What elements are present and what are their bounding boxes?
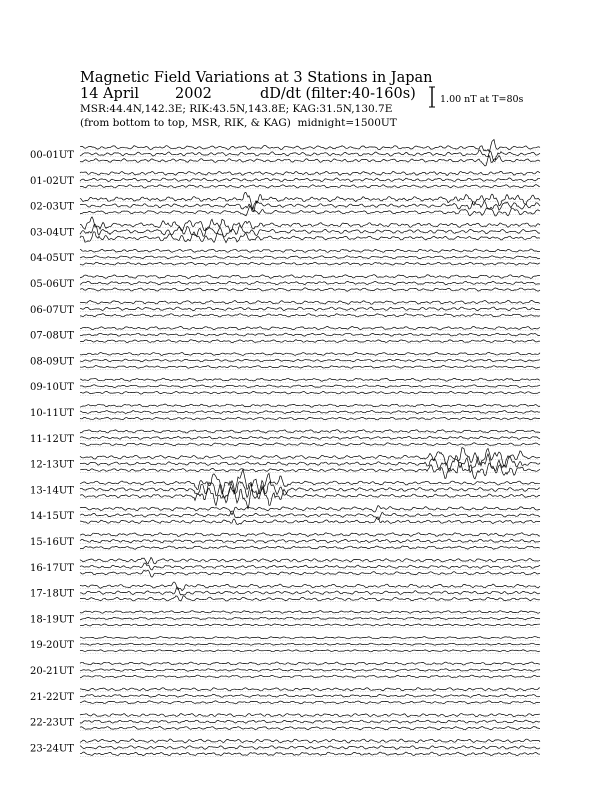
trace-msr [80, 262, 540, 265]
hour-label: 15-16UT [30, 537, 74, 548]
trace-msr [80, 156, 540, 167]
trace-kag [80, 611, 540, 614]
trace-msr [80, 443, 540, 446]
trace-msr [80, 366, 540, 369]
trace-msr [80, 701, 540, 704]
trace-kag [80, 327, 540, 330]
trace-msr [80, 185, 540, 189]
component-label: dD/dt (filter:40-160s) [260, 86, 416, 102]
trace-msr [80, 650, 540, 652]
trace-rik [80, 436, 540, 439]
hour-label: 01-02UT [30, 175, 74, 187]
trace-rik [80, 411, 540, 414]
trace-rik [80, 563, 540, 570]
trace-rik [80, 643, 540, 645]
hour-label: 06-07UT [30, 304, 74, 316]
trace-kag [80, 448, 540, 467]
trace-msr [80, 596, 540, 601]
trace-msr [80, 288, 540, 292]
trace-kag [80, 300, 540, 304]
hour-label: 23-24UT [30, 743, 74, 755]
trace-msr [80, 486, 540, 509]
trace-rik [80, 694, 540, 697]
hour-label: 03-04UT [30, 227, 74, 239]
trace-kag [80, 404, 540, 407]
hour-label: 00-01UT [30, 150, 74, 161]
date-label: 14 April [80, 86, 140, 102]
trace-rik [80, 746, 540, 750]
trace-msr [80, 570, 540, 577]
hour-label: 02-03UT [30, 201, 74, 213]
year-label: 2002 [175, 86, 212, 102]
hour-label: 19-20UT [30, 640, 74, 652]
hour-label: 07-08UT [30, 330, 74, 342]
trace-kag [80, 469, 540, 494]
hour-label: 08-09UT [30, 356, 74, 368]
trace-rik [80, 617, 540, 619]
trace-rik [80, 539, 540, 543]
trace-msr [80, 417, 540, 420]
scale-label: 1.00 nT at T=80s [440, 94, 524, 105]
trace-kag [80, 582, 540, 591]
hour-label: 13-14UT [30, 485, 74, 497]
trace-rik [80, 511, 540, 520]
hour-label: 14-15UT [30, 511, 74, 523]
trace-msr [80, 675, 540, 678]
trace-kag [80, 557, 540, 564]
trace-rik [80, 333, 540, 336]
trace-kag [80, 140, 540, 152]
trace-rik [80, 281, 540, 284]
trace-rik [80, 359, 540, 362]
trace-kag [80, 352, 540, 355]
trace-kag [80, 533, 540, 537]
trace-kag [80, 249, 540, 252]
hour-label: 18-19UT [30, 614, 74, 626]
trace-msr [80, 546, 540, 549]
trace-rik [80, 256, 540, 259]
trace-msr [80, 624, 540, 626]
hour-label: 21-22UT [30, 691, 74, 703]
hour-label: 09-10UT [30, 382, 74, 394]
hour-label: 22-23UT [30, 717, 74, 729]
trace-msr [80, 340, 540, 343]
trace-rik [80, 307, 540, 311]
trace-kag [80, 637, 540, 639]
hour-label: 05-06UT [30, 279, 74, 290]
trace-rik [80, 224, 540, 237]
hour-label: 10-11UT [30, 408, 74, 419]
trace-msr [80, 727, 540, 730]
trace-rik [80, 587, 540, 595]
trace-rik [80, 669, 540, 672]
stations-label: MSR:44.4N,142.3E; RIK:43.5N,143.8E; KAG:31.5N,130.7E [80, 103, 393, 115]
trace-rik [80, 720, 540, 723]
trace-msr [80, 314, 540, 317]
trace-kag [80, 506, 540, 515]
trace-kag [80, 378, 540, 381]
hour-label: 04-05UT [30, 253, 74, 265]
hour-label: 11-12UT [30, 433, 74, 445]
hour-label: 16-17UT [30, 562, 74, 574]
trace-kag [80, 171, 540, 175]
hour-label: 17-18UT [30, 588, 74, 600]
chart-title: Magnetic Field Variations at 3 Stations in Japan [80, 70, 433, 86]
midnight-label: midnight=1500UT [297, 117, 397, 129]
trace-kag [80, 739, 540, 743]
hour-label: 12-13UT [30, 459, 74, 471]
trace-msr [80, 752, 540, 756]
order-note: (from bottom to top, MSR, RIK, & KAG) [80, 117, 291, 129]
trace-kag [80, 275, 540, 279]
trace-kag [80, 714, 540, 717]
trace-msr [80, 517, 540, 525]
trace-kag [80, 430, 540, 433]
trace-msr [80, 391, 540, 394]
trace-kag [80, 688, 540, 692]
trace-rik [80, 178, 540, 182]
trace-kag [80, 662, 540, 665]
trace-rik [80, 385, 540, 388]
hour-label: 20-21UT [30, 666, 74, 677]
trace-rik [80, 201, 540, 212]
